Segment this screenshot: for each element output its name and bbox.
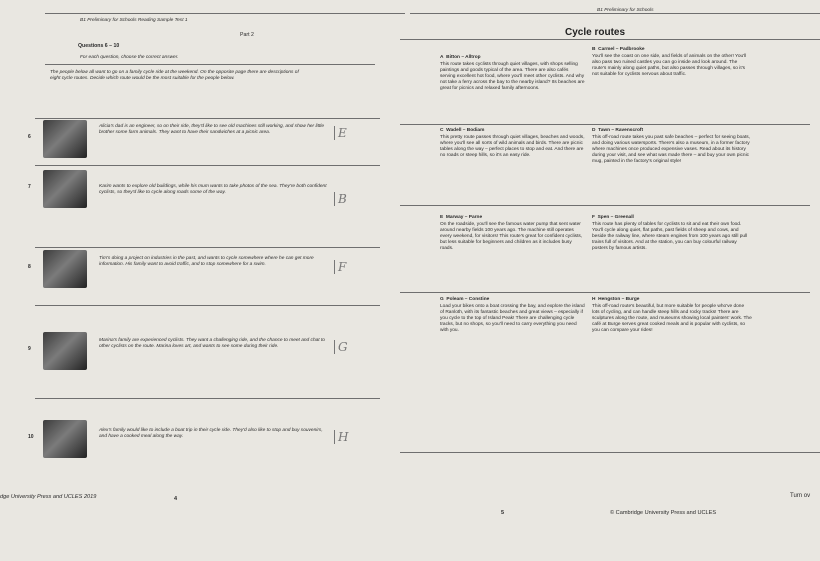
question-text: Tim's doing a project on industries in the past, and wants to cycle somewhere where he can get more information. His family want to avoid traffic, and to stop somewhere for a swim. xyxy=(99,256,314,267)
route-text: Load your bikes onto a boat crossing the bay, and explore the island of Ranloth, with its fantastic beaches and great views – especially if you cycle to the top of Island Peak! There are challenging cycle tracks, but no shops, so you'll need to carry everything you need with you. xyxy=(440,304,585,333)
route-f xyxy=(592,215,752,252)
part-label: Part 2 xyxy=(240,32,254,38)
person-photo xyxy=(43,420,87,458)
question-number: 9 xyxy=(28,346,31,352)
route-text: This route takes cyclists through quiet villages, with shops selling paintings and goods typical of the area. There are also cafés serving excellent hot food, where you'll meet other cyclists. And why not take a ferry across the bay to the nearby island? Its beaches are great for picnics and relaxed family afternoons. xyxy=(440,62,585,91)
answer-box[interactable]: F xyxy=(334,260,350,274)
question-9 xyxy=(28,332,373,372)
divider xyxy=(35,118,380,119)
route-b xyxy=(592,47,752,78)
question-number: 8 xyxy=(28,264,31,270)
question-8 xyxy=(28,250,373,290)
route-name: Spen – Greenall xyxy=(597,215,634,220)
route-e xyxy=(440,215,585,252)
route-text: This off-road route's beautiful, but more suitable for people who've done lots of cycling, and can handle steep hills and rocky tracks! There are sculptures along the route, and museums showing local painters' work. The café at Burge serves great cooked meals and is popular with cyclists, so you can compare your rides! xyxy=(592,304,752,333)
divider xyxy=(35,398,380,399)
question-text: Karim wants to explore old buildings, while his mum wants to take photos of the sea. They're both confident cyclists, so they'd like to cycle along roads some of the way. xyxy=(99,184,327,195)
route-letter: E xyxy=(440,215,444,220)
route-name: Poleam – Constine xyxy=(446,297,490,302)
page-title: Cycle routes xyxy=(565,27,626,38)
person-photo xyxy=(43,250,87,288)
question-6 xyxy=(28,120,373,160)
route-letter: A xyxy=(440,55,444,60)
route-h xyxy=(592,297,752,334)
route-c xyxy=(440,128,585,159)
person-photo xyxy=(43,332,87,370)
divider xyxy=(35,165,380,166)
route-g xyxy=(440,297,585,334)
footer-right: © Cambridge University Press and UCLES xyxy=(610,510,717,516)
route-letter: H xyxy=(592,297,596,302)
instruction: For each question, choose the correct answer. xyxy=(80,55,179,60)
route-text: On the roadside, you'll see the famous water pump that sent water around nearby fields 100 years ago. The machine still operates every weekend, for visitors! This route's great for confident cyclists, but less suitable for beginners and children as it includes busy roads. xyxy=(440,222,583,251)
route-name: Marway – Parne xyxy=(445,215,483,220)
route-letter: D xyxy=(592,128,596,133)
route-text: This route has plenty of tables for cyclists to sit and eat their own food. You'll cycle along quiet, flat paths, past fields of sheep and cows, and beside the railway line, where steam engines from 100 years ago still pull trains full of visitors. And at the station, you can buy colourful railway posters by famous artists. xyxy=(592,222,748,251)
divider xyxy=(400,39,820,40)
route-name: Wadell – Bodiam xyxy=(446,128,485,133)
turn-over: Turn ov xyxy=(790,493,811,499)
divider xyxy=(35,305,380,306)
page-number-left: 4 xyxy=(174,496,178,502)
divider xyxy=(400,205,810,206)
footer-left: dge University Press and UCLES 2019 xyxy=(0,494,97,500)
answer-box[interactable]: H xyxy=(334,430,350,444)
route-name: Tawn – Ravenscroft xyxy=(598,128,644,133)
route-name: Hengston – Burge xyxy=(598,297,640,302)
question-text: Alicia's dad is an engineer, so on their ride, they'd like to see old machines still working, and show her little brother some farm animals. They want to have their sandwiches at a picnic area. xyxy=(99,124,325,135)
route-text: This pretty route passes through quiet villages, beaches and woods, where you'll see all sorts of wild animals and birds. There are picnic tables along the way – perfect places to stop and eat. And there are no roads or steep hills, so it's an easy ride. xyxy=(440,135,585,158)
question-7 xyxy=(28,170,373,210)
divider xyxy=(45,13,405,14)
route-letter: G xyxy=(440,297,444,302)
answer-box[interactable]: E xyxy=(334,126,350,140)
intro-text: The people below all want to go on a family cycle ride at the weekend. On the opposite page there are descriptions of eight cycle routes. Decide which route would be the most suitable for the people below. xyxy=(50,70,299,81)
header-right: B1 Preliminary for Schools xyxy=(597,8,654,13)
questions-label: Questions 6 – 10 xyxy=(78,43,120,49)
divider xyxy=(35,247,380,248)
question-10 xyxy=(28,420,373,460)
route-a xyxy=(440,55,585,92)
route-letter: F xyxy=(592,215,595,220)
route-letter: B xyxy=(592,47,596,52)
route-text: This off-road route takes you past safe beaches – perfect for seeing boats, and doing various watersports. There's also a museum, in a former factory where machines once produced expensive vases. Read about its history during your visit, and see what was made there – and buy your own picnic mug, painted in the factory's original style! xyxy=(592,135,751,164)
question-text: Alex's family would like to include a boat trip in their cycle ride. They'd also like to stop and buy souvenirs, and have a cooked meal along the way. xyxy=(99,428,323,439)
route-name: Bitton – Alltrop xyxy=(446,55,481,60)
route-text: You'll see the coast on one side, and fields of animals on the other! You'll also pass two ruined castles you can go inside and look around. The route's mainly along quiet paths, but also passes through villages, so it's not suitable for cyclists nervous about traffic. xyxy=(592,54,747,77)
divider xyxy=(400,452,820,453)
answer-box[interactable]: G xyxy=(334,340,350,354)
route-name: Carmel – Padbrooke xyxy=(598,47,645,52)
person-photo xyxy=(43,170,87,208)
answer-box[interactable]: B xyxy=(334,192,350,206)
divider xyxy=(400,124,810,125)
question-number: 6 xyxy=(28,134,31,140)
question-text: Marina's family are experienced cyclists. They want a challenging ride, and the chance to meet and chat to other cyclists on the route. Marina loves art, and wants to see some during their ride. xyxy=(99,338,325,349)
route-d xyxy=(592,128,752,165)
question-number: 10 xyxy=(28,434,34,440)
person-photo xyxy=(43,120,87,158)
page-number-right: 5 xyxy=(501,510,505,516)
question-number: 7 xyxy=(28,184,31,190)
route-letter: C xyxy=(440,128,444,133)
divider xyxy=(45,64,375,65)
header-left: B1 Preliminary for Schools Reading Sample Test 1 xyxy=(80,18,188,23)
divider xyxy=(400,292,810,293)
divider xyxy=(410,13,820,14)
